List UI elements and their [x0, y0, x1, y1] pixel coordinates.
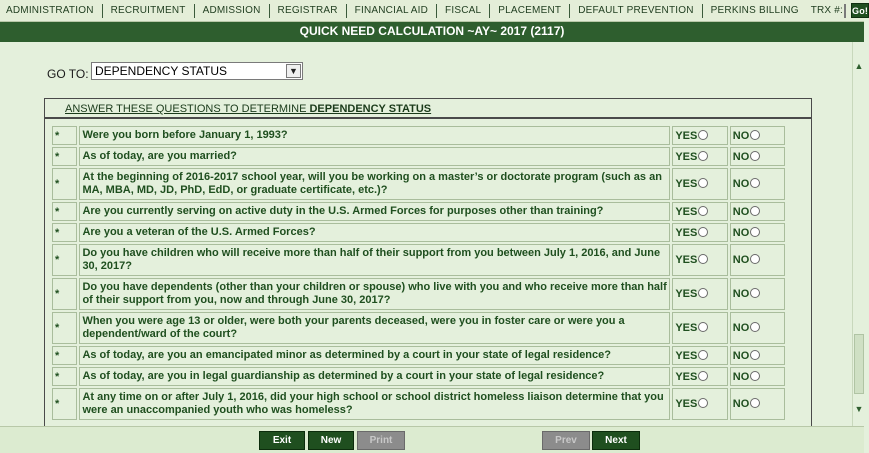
question-row: [52, 346, 785, 365]
go-button[interactable]: Go!: [851, 3, 869, 18]
question-row: [52, 244, 785, 276]
panel-header-prefix: ANSWER THESE QUESTIONS TO DETERMINE: [65, 103, 310, 115]
no-radio[interactable]: [750, 206, 760, 216]
no-option[interactable]: [730, 168, 785, 200]
chevron-down-icon[interactable]: ▼: [286, 64, 301, 78]
yes-label: YES: [675, 254, 698, 266]
yes-radio[interactable]: [698, 227, 708, 237]
required-marker: *: [52, 388, 77, 420]
question-text: Do you have children who will receive more than half of their support from you between July 1, 2016, and June 30, 2017?: [79, 244, 670, 276]
nav-placement[interactable]: PLACEMENT: [490, 4, 570, 18]
goto-selected-value: DEPENDENCY STATUS: [95, 64, 228, 78]
prev-button[interactable]: Prev: [542, 431, 590, 450]
panel-header-bold: DEPENDENCY STATUS: [309, 103, 432, 115]
question-row: [52, 147, 785, 166]
no-option[interactable]: [730, 244, 785, 276]
yes-radio[interactable]: [698, 254, 708, 264]
question-row: [52, 168, 785, 200]
yes-radio[interactable]: [698, 350, 708, 360]
no-option[interactable]: [730, 367, 785, 386]
nav-perkins-billing[interactable]: PERKINS BILLING: [710, 4, 799, 16]
no-option[interactable]: [730, 312, 785, 344]
no-option[interactable]: [730, 278, 785, 310]
yes-option[interactable]: [672, 244, 727, 276]
no-radio[interactable]: [750, 178, 760, 188]
no-option[interactable]: [730, 147, 785, 166]
question-row: [52, 278, 785, 310]
goto-select[interactable]: [91, 62, 303, 80]
yes-option[interactable]: [672, 147, 727, 166]
nav-default-prevention[interactable]: DEFAULT PREVENTION: [570, 4, 702, 18]
yes-radio[interactable]: [698, 288, 708, 298]
no-radio[interactable]: [750, 350, 760, 360]
panel-divider: [45, 117, 811, 119]
yes-option[interactable]: [672, 126, 727, 145]
question-text: As of today, are you married?: [79, 147, 670, 166]
question-row: [52, 126, 785, 145]
question-text: Are you currently serving on active duty in the U.S. Armed Forces for purposes other than training?: [79, 202, 670, 221]
yes-label: YES: [675, 205, 698, 218]
dependency-status-panel: [44, 98, 812, 430]
no-radio[interactable]: [750, 288, 760, 298]
yes-radio[interactable]: [698, 151, 708, 161]
required-marker: *: [52, 312, 77, 344]
no-label: NO: [732, 254, 750, 266]
next-button[interactable]: Next: [592, 431, 640, 450]
question-text: Are you a veteran of the U.S. Armed Forces?: [79, 223, 670, 242]
nav-fiscal[interactable]: FISCAL: [437, 4, 490, 18]
no-label: NO: [732, 205, 750, 218]
scroll-down-icon[interactable]: ▼: [854, 404, 864, 414]
no-label: NO: [732, 150, 750, 163]
question-text: As of today, are you an emancipated minor as determined by a court in your state of legal residence?: [79, 346, 670, 365]
nav-registrar[interactable]: REGISTRAR: [270, 4, 347, 18]
nav-admission[interactable]: ADMISSION: [195, 4, 270, 18]
question-text: When you were age 13 or older, were both your parents deceased, were you in foster care or were you a dependent/ward of the court?: [79, 312, 670, 344]
question-row: [52, 223, 785, 242]
no-radio[interactable]: [750, 322, 760, 332]
required-marker: *: [52, 223, 77, 242]
no-label: NO: [732, 398, 750, 410]
no-option[interactable]: [730, 388, 785, 420]
no-label: NO: [732, 129, 750, 142]
required-marker: *: [52, 126, 77, 145]
scroll-up-icon[interactable]: ▲: [854, 61, 864, 71]
trx-label: TRX #:: [810, 5, 844, 16]
yes-radio[interactable]: [698, 206, 708, 216]
yes-option[interactable]: [672, 278, 727, 310]
question-row: [52, 367, 785, 386]
yes-label: YES: [675, 288, 698, 300]
nav-financial-aid[interactable]: FINANCIAL AID: [347, 4, 437, 18]
yes-option[interactable]: [672, 223, 727, 242]
no-radio[interactable]: [750, 254, 760, 264]
yes-label: YES: [675, 398, 698, 410]
trx-input[interactable]: [844, 4, 846, 18]
top-nav: [0, 0, 869, 22]
yes-label: YES: [675, 150, 698, 163]
no-label: NO: [732, 322, 750, 334]
no-label: NO: [732, 349, 750, 362]
no-option[interactable]: [730, 126, 785, 145]
question-row: [52, 202, 785, 221]
yes-option[interactable]: [672, 346, 727, 365]
required-marker: *: [52, 244, 77, 276]
yes-label: YES: [675, 226, 698, 239]
goto-label: GO TO:: [47, 67, 89, 81]
yes-label: YES: [675, 178, 698, 190]
questions-table: [50, 124, 787, 422]
yes-option[interactable]: [672, 367, 727, 386]
required-marker: *: [52, 367, 77, 386]
question-row: [52, 312, 785, 344]
yes-option[interactable]: [672, 388, 727, 420]
required-marker: *: [52, 147, 77, 166]
yes-label: YES: [675, 349, 698, 362]
yes-label: YES: [675, 129, 698, 142]
question-text: At the beginning of 2016-2017 school year, will you be working on a master’s or doctorate program (such as an MA, MBA, MD, JD, PhD, EdD, or graduate certificate, etc.)?: [79, 168, 670, 200]
question-text: As of today, are you in legal guardianship as determined by a court in your state of legal residence?: [79, 367, 670, 386]
no-label: NO: [732, 370, 750, 383]
yes-radio[interactable]: [698, 178, 708, 188]
required-marker: *: [52, 168, 77, 200]
no-radio[interactable]: [750, 130, 760, 140]
new-button[interactable]: New: [308, 431, 354, 450]
yes-radio[interactable]: [698, 322, 708, 332]
yes-radio[interactable]: [698, 130, 708, 140]
no-label: NO: [732, 226, 750, 239]
page-title: QUICK NEED CALCULATION ~AY~ 2017 (2117): [0, 22, 864, 42]
panel-header: [65, 103, 431, 115]
no-option[interactable]: [730, 346, 785, 365]
yes-option[interactable]: [672, 312, 727, 344]
no-option[interactable]: [730, 202, 785, 221]
required-marker: *: [52, 202, 77, 221]
vertical-scrollbar[interactable]: [852, 42, 864, 426]
scroll-thumb[interactable]: [854, 334, 864, 394]
nav-recruitment[interactable]: RECRUITMENT: [103, 4, 195, 18]
no-label: NO: [732, 178, 750, 190]
print-button[interactable]: Print: [357, 431, 405, 450]
question-row: [52, 388, 785, 420]
yes-label: YES: [675, 370, 698, 383]
question-text: Do you have dependents (other than your children or spouse) who live with you and who receive more than half of their support from you, now and through June 30, 2017?: [79, 278, 670, 310]
no-label: NO: [732, 288, 750, 300]
question-text: At any time on or after July 1, 2016, did your high school or school district homeless liaison determine that you were an unaccompanied youth who was homeless?: [79, 388, 670, 420]
no-radio[interactable]: [750, 371, 760, 381]
nav-administration[interactable]: ADMINISTRATION: [0, 4, 103, 18]
no-radio[interactable]: [750, 398, 760, 408]
question-text: Were you born before January 1, 1993?: [79, 126, 670, 145]
required-marker: *: [52, 346, 77, 365]
yes-radio[interactable]: [698, 371, 708, 381]
required-marker: *: [52, 278, 77, 310]
no-radio[interactable]: [750, 227, 760, 237]
yes-radio[interactable]: [698, 398, 708, 408]
yes-option[interactable]: [672, 202, 727, 221]
yes-label: YES: [675, 322, 698, 334]
no-radio[interactable]: [750, 151, 760, 161]
exit-button[interactable]: Exit: [259, 431, 305, 450]
yes-option[interactable]: [672, 168, 727, 200]
no-option[interactable]: [730, 223, 785, 242]
footer-toolbar: [0, 426, 864, 453]
